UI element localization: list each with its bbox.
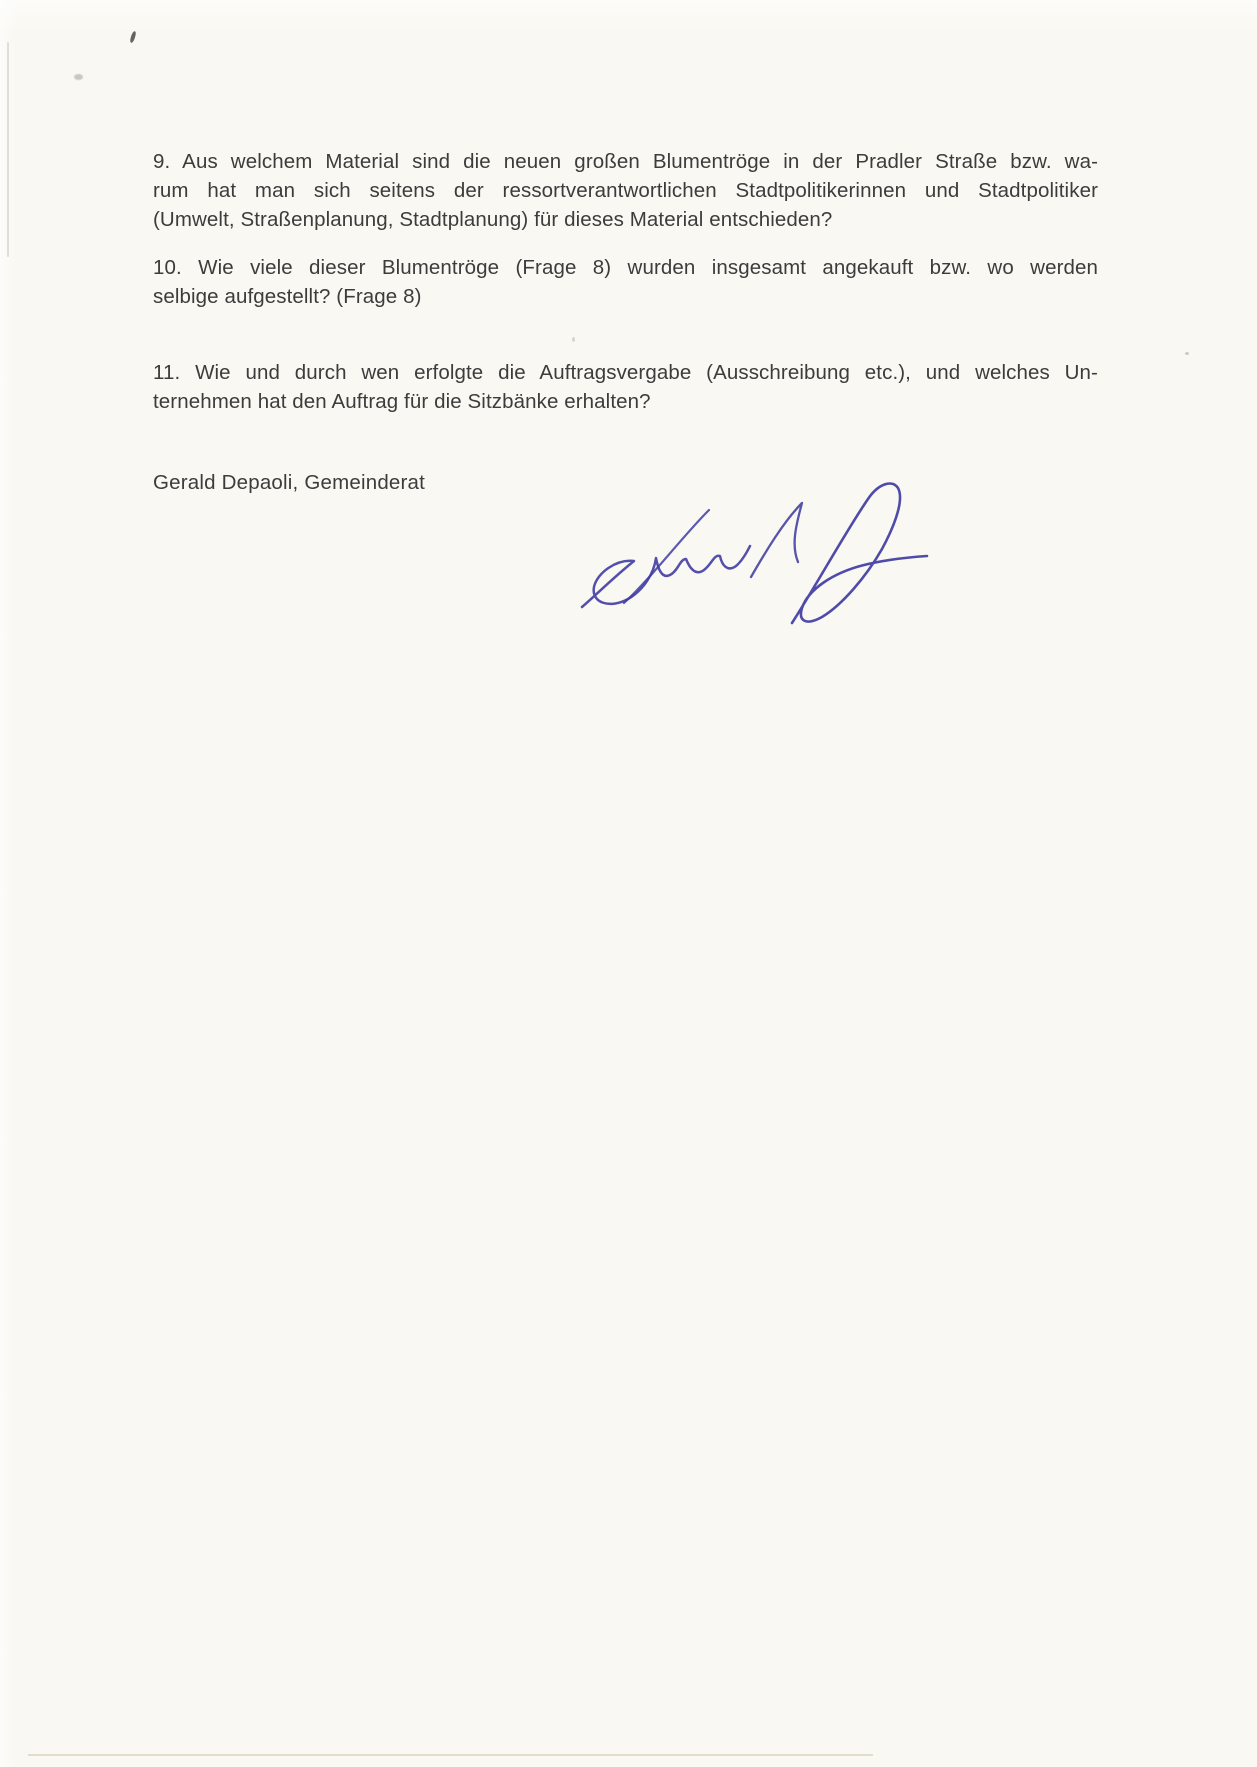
question-9-line-2: rum hat man sich seitens der ressortverantwortlichen Stadtpolitikerinnen und Stadtpolitiker [153, 179, 1098, 202]
question-10-line-2: selbige aufgestellt? (Frage 8) [153, 285, 422, 308]
question-11-paragraph [153, 358, 1098, 416]
scan-artifact-bottom-line [28, 1754, 873, 1756]
scan-artifact-left-streak [7, 42, 9, 257]
scan-artifact-speck [74, 74, 83, 80]
scan-artifact-speck [572, 337, 575, 342]
scan-artifact-speck [1185, 352, 1189, 355]
signature-ink [570, 477, 940, 632]
question-11-line-2: ternehmen hat den Auftrag für die Sitzbänke erhalten? [153, 390, 651, 413]
question-9-paragraph [153, 147, 1098, 234]
question-11-line-1: 11. Wie und durch wen erfolgte die Auftragsvergabe (Ausschreibung etc.), und welches Un- [153, 361, 1098, 384]
scan-artifact-speck [129, 31, 137, 44]
question-9-line-3: (Umwelt, Straßenplanung, Stadtplanung) für dieses Material entschieden? [153, 208, 833, 231]
question-10-line-1: 10. Wie viele dieser Blumentröge (Frage 8) wurden insgesamt angekauft bzw. wo werden [153, 256, 1098, 279]
question-9-line-1: 9. Aus welchem Material sind die neuen großen Blumentröge in der Pradler Straße bzw. wa- [153, 150, 1098, 173]
question-10-paragraph [153, 253, 1098, 311]
signer-name: Gerald Depaoli, Gemeinderat [153, 471, 426, 494]
